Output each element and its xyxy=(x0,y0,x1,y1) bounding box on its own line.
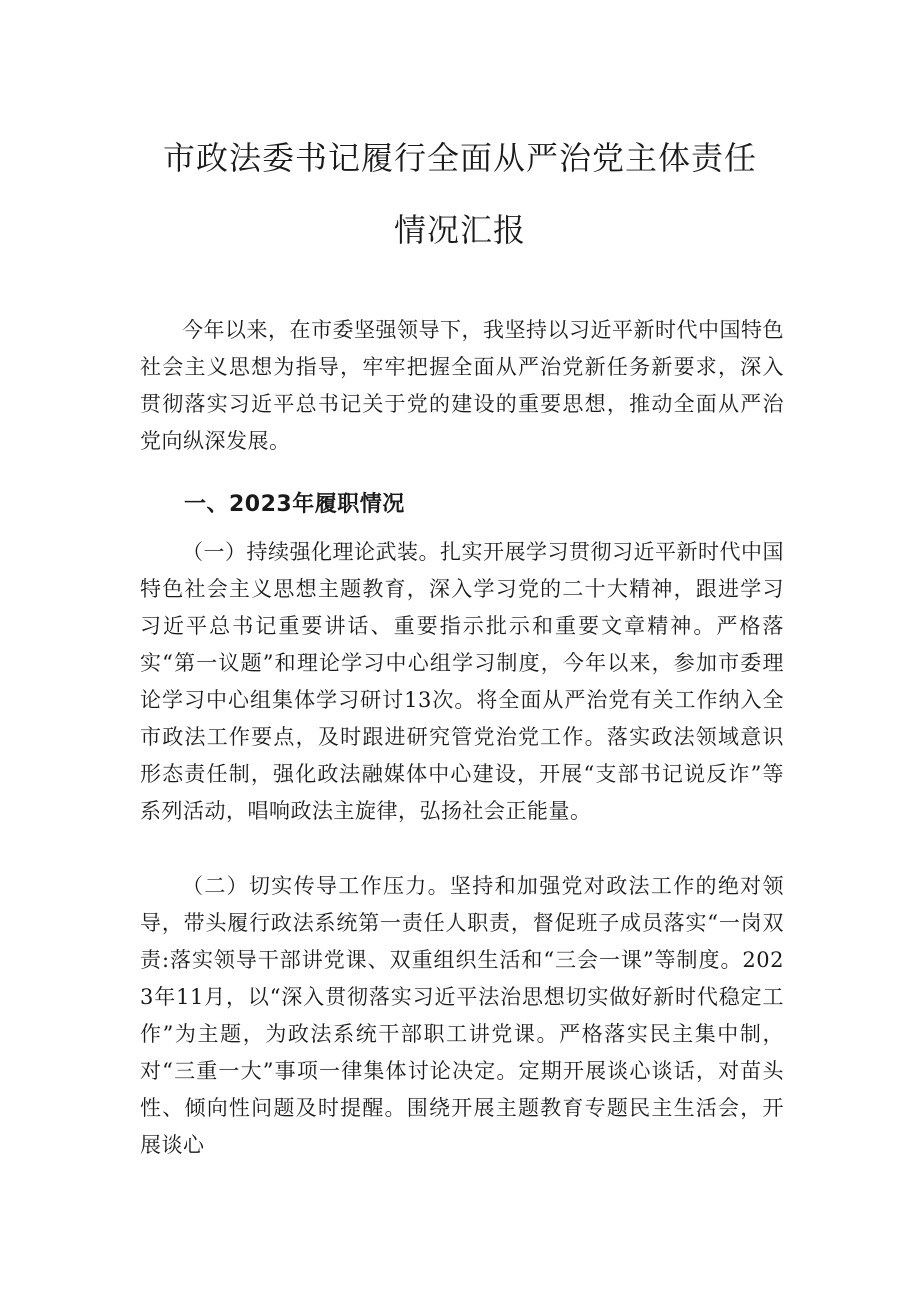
paragraph-theory-study: （一）持续强化理论武装。扎实开展学习贯彻习近平新时代中国特色社会主义思想主题教育，深入学习党的二十大精神，跟进学习习近平总书记重要讲话、重要指示批示和重要文章精神。严格落实“第一议题”和理论学习中心组学习制度，今年以来，参加市委理论学习中心组集体学习研讨13次。将全面从严治党有关工作纳入全市政法工作要点，及时跟进研究管党治党工作。落实政法领域意识形态责任制，强化政法融媒体中心建设，开展“支部书记说反诈”等系列活动，唱响政法主旋律，弘扬社会正能量。 xyxy=(140,540,784,823)
intro-paragraph: 今年以来，在市委坚强领导下，我坚持以习近平新时代中国特色社会主义思想为指导，牢牢把握全面从严治党新任务新要求，深入贯彻落实习近平总书记关于党的建设的重要思想，推动全面从严治党向纵深发展。 xyxy=(140,318,784,453)
paragraph-work-pressure: （二）切实传导工作压力。坚持和加强党对政法工作的绝对领导，带头履行政法系统第一责任人职责，督促班子成员落实“一岗双责:落实领导干部讲党课、双重组织生活和“三会一课”等制度。2023年11月，以“深入贯彻落实习近平法治思想切实做好新时代稳定工作”为主题，为政法系统干部职工讲党课。严格落实民主集中制，对“三重一大”事项一律集体讨论决定。定期开展谈心谈话，对苗头性、倾向性问题及时提醒。围绕开展主题教育专题民主生活会，开展谈心 xyxy=(140,874,784,1157)
section-heading-1: 一、2023年履职情况 xyxy=(184,492,405,517)
document-title-line1: 市政法委书记履行全面从严治党主体责任 xyxy=(162,139,757,177)
document-title-line2: 情况汇报 xyxy=(393,211,526,249)
